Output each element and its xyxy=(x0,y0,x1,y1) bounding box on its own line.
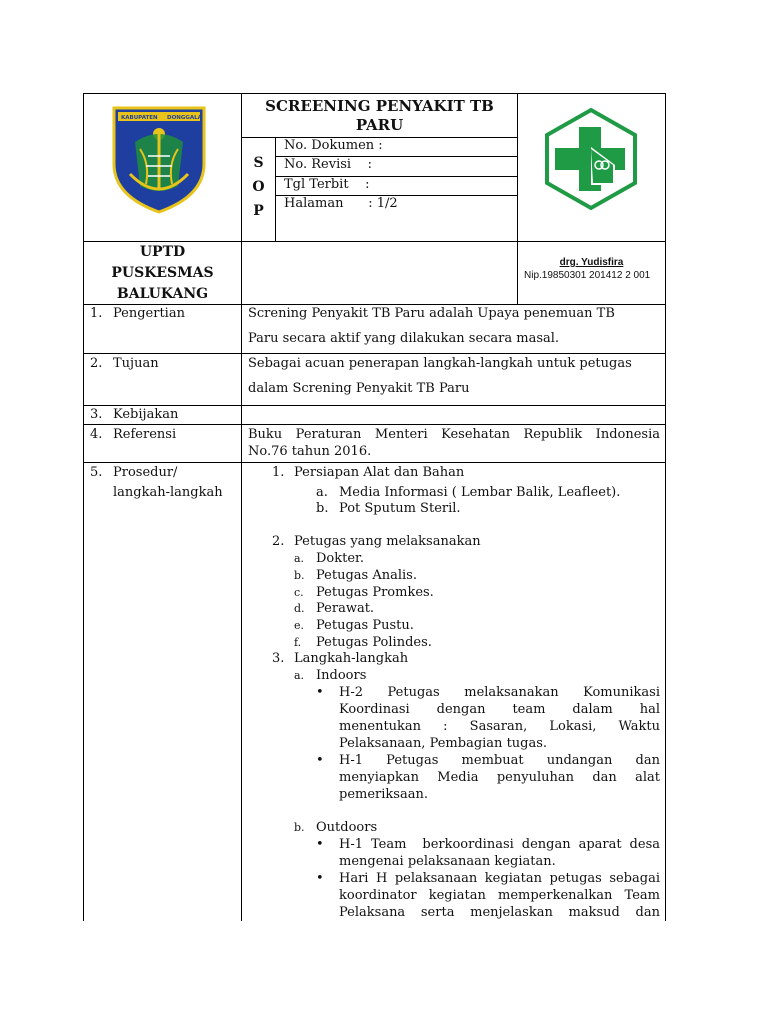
section-number: 5. xyxy=(90,465,103,480)
tujuan-text-line2: dalam Screning Penyakit TB Paru xyxy=(248,381,470,396)
list-marker: d. xyxy=(294,602,305,615)
indoors-bullet1-line3: menentukan : Sasaran, Lokasi, Waktu xyxy=(339,719,660,734)
section-label-referensi: Referensi xyxy=(113,427,177,442)
pengertian-text-line2: Paru secara aktif yang dilakukan secara masal. xyxy=(248,331,560,346)
list-item: Petugas Pustu. xyxy=(316,618,414,633)
step-title: Langkah-langkah xyxy=(294,651,409,666)
step-number: 1. xyxy=(272,465,285,480)
list-marker: a. xyxy=(316,485,328,500)
section-label-pengertian: Pengertian xyxy=(113,306,185,321)
sop-letter-s: S xyxy=(253,155,264,171)
list-item: Perawat. xyxy=(316,601,375,616)
signer-name: drg. Yudisfira xyxy=(559,257,624,268)
indoors-bullet2-line2: menyiapkan Media penyuluhan dan alat xyxy=(339,770,660,785)
list-marker: f. xyxy=(294,636,302,649)
doc-field-page: Halaman : 1/2 xyxy=(284,196,398,211)
list-marker: b. xyxy=(294,569,305,582)
tujuan-text-line1: Sebagai acuan penerapan langkah-langkah untuk petugas xyxy=(248,356,632,371)
org-name-line1: UPTD xyxy=(139,244,186,260)
section-label-prosedur: Prosedur/ xyxy=(113,465,178,480)
section-label-tujuan: Tujuan xyxy=(113,356,159,371)
org-name-line2: PUSKESMAS xyxy=(111,265,214,281)
doc-field-revision: No. Revisi : xyxy=(284,157,372,172)
list-item: Petugas Polindes. xyxy=(316,635,432,650)
org-name-line3: BALUKANG xyxy=(116,286,209,302)
section-number: 2. xyxy=(90,356,103,371)
referensi-text-line2: No.76 tahun 2016. xyxy=(248,444,372,459)
step-number: 2. xyxy=(272,534,285,549)
emblem-banner-right: DONGGALA xyxy=(167,115,202,121)
list-marker: b. xyxy=(316,501,329,516)
list-marker: c. xyxy=(294,586,304,599)
sop-title-line1: SCREENING PENYAKIT TB xyxy=(265,97,494,115)
section-number: 4. xyxy=(90,427,103,442)
bullet-icon: • xyxy=(316,685,324,700)
sop-letter-p: P xyxy=(253,203,264,219)
step-title: Petugas yang melaksanakan xyxy=(294,534,481,549)
bullet-icon: • xyxy=(316,753,324,768)
sop-title-line2: PARU xyxy=(355,116,404,134)
emblem-banner-left: KABUPATEN xyxy=(121,115,158,121)
section-label-kebijakan: Kebijakan xyxy=(113,407,179,422)
section-label-prosedur-line2: langkah-langkah xyxy=(113,485,223,500)
step-number: 3. xyxy=(272,651,285,666)
indoors-bullet2-line3: pemeriksaan. xyxy=(339,787,428,802)
indoors-bullet1-line2: Koordinasi dengan team dalam hal xyxy=(339,702,660,717)
outdoors-bullet2-line2: koordinator kegiatan memperkenalkan Team xyxy=(339,888,660,903)
kabupaten-emblem-logo xyxy=(110,104,208,214)
indoors-bullet2-line1: H-1 Petugas membuat undangan dan xyxy=(339,753,660,768)
indoors-bullet1-line4: Pelaksanaan, Pembagian tugas. xyxy=(339,736,548,751)
bullet-icon: • xyxy=(316,871,324,886)
signer-nip: Nip.19850301 201412 2 001 xyxy=(524,270,651,281)
outdoors-bullet1-line1: H-1 Team berkoordinasi dengan aparat desa xyxy=(339,837,660,852)
section-number: 1. xyxy=(90,306,103,321)
indoors-title: Indoors xyxy=(316,668,367,683)
list-item: Media Informasi ( Lembar Balik, Leafleet). xyxy=(339,485,621,500)
list-item: Petugas Analis. xyxy=(316,568,417,583)
outdoors-bullet2-line3: Pelaksana serta menjelaskan maksud dan xyxy=(339,905,660,920)
referensi-text-line1: Buku Peraturan Menteri Kesehatan Republik Indonesia xyxy=(248,427,660,442)
list-item: Petugas Promkes. xyxy=(316,585,434,600)
indoors-bullet1-line1: H-2 Petugas melaksanakan Komunikasi xyxy=(339,685,660,700)
list-marker: a. xyxy=(294,669,305,682)
doc-field-issue-date: Tgl Terbit : xyxy=(284,177,370,192)
step-title: Persiapan Alat dan Bahan xyxy=(294,465,465,480)
puskesmas-logo xyxy=(541,107,641,211)
list-item: Pot Sputum Steril. xyxy=(339,501,461,516)
doc-field-number: No. Dokumen : xyxy=(284,138,383,153)
pengertian-text-line1: Screning Penyakit TB Paru adalah Upaya penemuan TB xyxy=(248,306,615,321)
outdoors-bullet1-line2: mengenai pelaksanaan kegiatan. xyxy=(339,854,556,869)
list-marker: b. xyxy=(294,821,305,834)
bullet-icon: • xyxy=(316,837,324,852)
list-marker: a. xyxy=(294,552,305,565)
list-marker: e. xyxy=(294,619,305,632)
sop-letter-o: O xyxy=(252,179,265,195)
outdoors-title: Outdoors xyxy=(316,820,378,835)
section-number: 3. xyxy=(90,407,103,422)
list-item: Dokter. xyxy=(316,551,364,566)
outdoors-bullet2-line1: Hari H pelaksanaan kegiatan petugas sebagai xyxy=(339,871,660,886)
